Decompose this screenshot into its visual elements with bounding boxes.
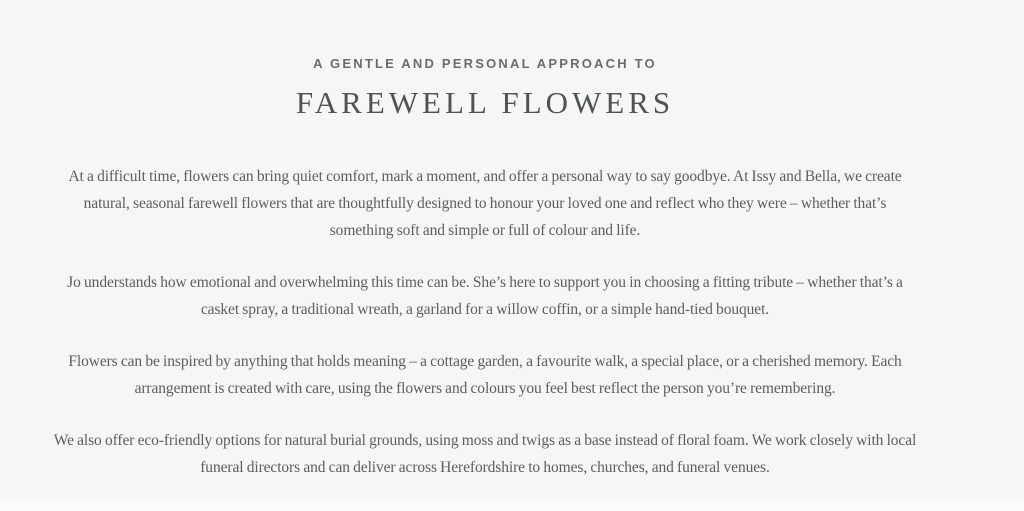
next-section-edge: [0, 497, 1024, 511]
intro-paragraph: At a difficult time, flowers can bring quiet comfort, mark a moment, and offer a personal way to say goodbye. At Issy and Bella, we create natural, seasonal farewell flowers that are thoughtfully designed to honour your loved one and reflect who they were – whether that’s something soft and simple or full of colour and life.: [68, 168, 902, 239]
intro-paragraph: Flowers can be inspired by anything that holds meaning – a cottage garden, a favourite walk, a special place, or a cherished memory. Each arrangement is created with care, using the flowers and colours you feel best reflect the person you’re remembering.: [68, 353, 902, 397]
section-eyebrow: A GENTLE AND PERSONAL APPROACH TO: [313, 56, 657, 71]
section-header: [52, 56, 918, 122]
section-content: [52, 56, 918, 481]
intro-text: [52, 163, 918, 481]
intro-paragraph: Jo understands how emotional and overwhelming this time can be. She’s here to support you in choosing a fitting tribute – whether that’s a casket spray, a traditional wreath, a garland for a willow coffin, or a simple hand-tied bouquet.: [67, 274, 903, 318]
intro-paragraph: We also offer eco-friendly options for natural burial grounds, using moss and twigs as a base instead of floral foam. We work closely with local funeral directors and can deliver across Herefordshire to homes, churches, and funeral venues.: [53, 432, 917, 476]
page-title: FAREWELL FLOWERS: [295, 85, 675, 120]
